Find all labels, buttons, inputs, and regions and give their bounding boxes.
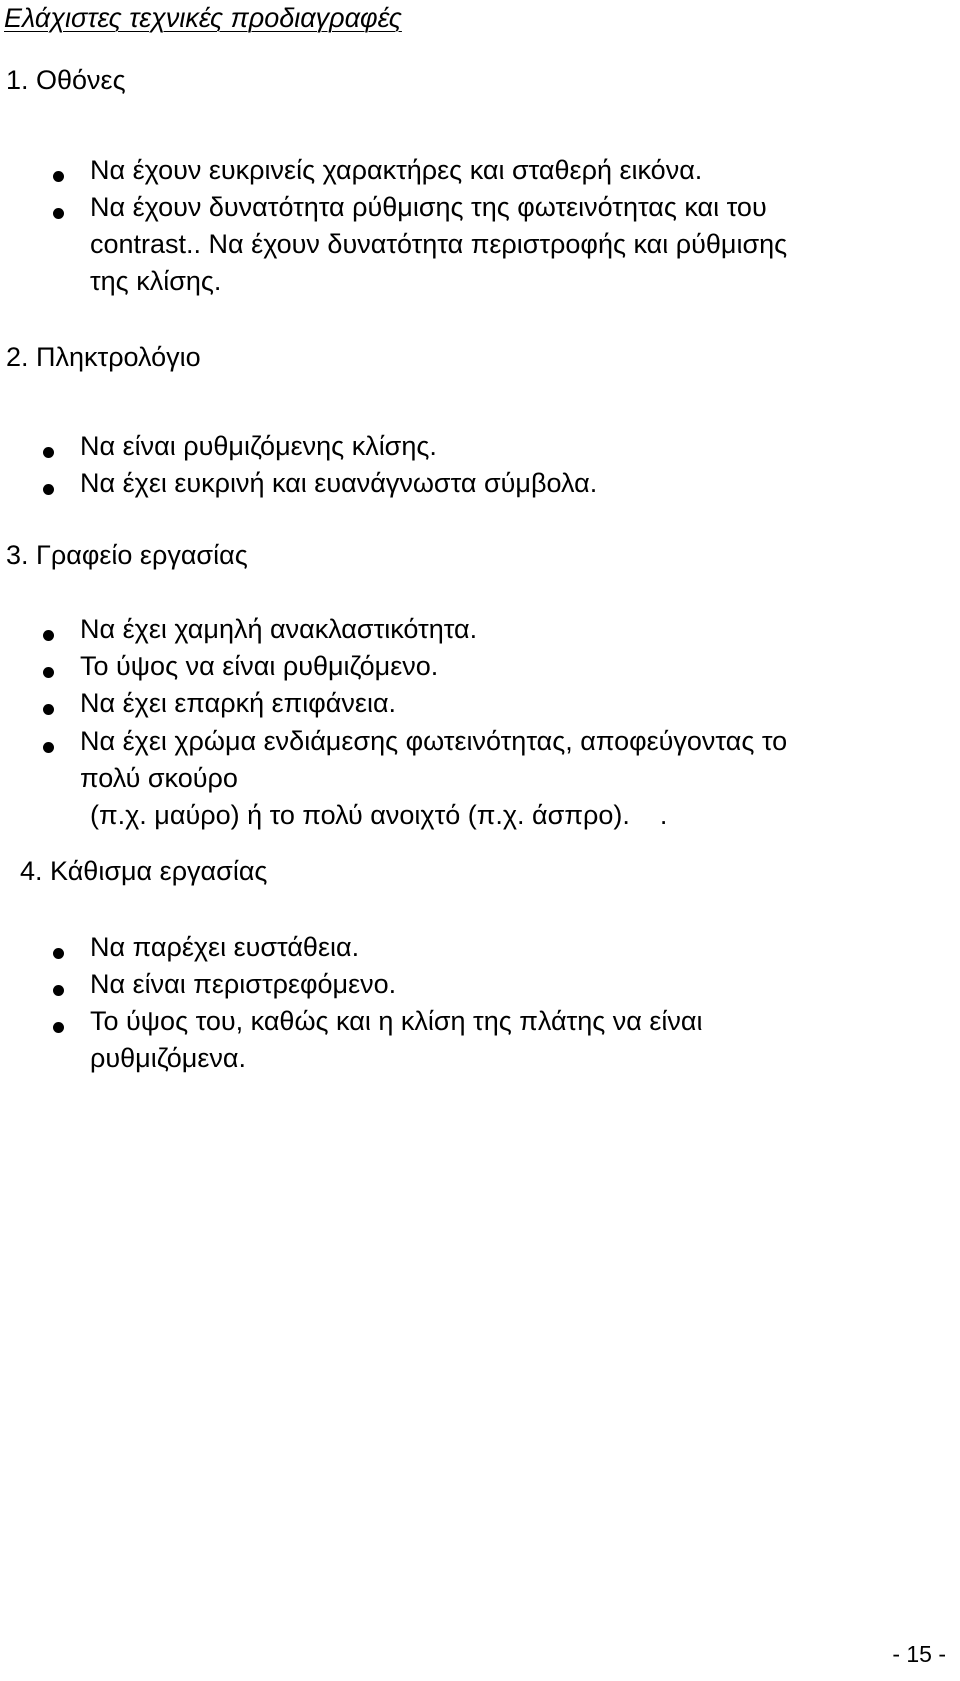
bullet-icon — [43, 704, 54, 715]
section-heading-monitors: 1. Οθόνες — [6, 65, 126, 95]
bullet-icon — [53, 1022, 64, 1033]
list-item: Να έχουν δυνατότητα ρύθμισης της φωτεινότητας και του — [90, 192, 767, 222]
list-item: Να έχει χρώμα ενδιάμεσης φωτεινότητας, αποφεύγοντας το — [80, 726, 788, 756]
bullet-icon — [43, 484, 54, 495]
list-item-continuation: της κλίσης. — [90, 266, 222, 296]
list-item-continuation: contrast.. Να έχουν δυνατότητα περιστροφής και ρύθμισης — [90, 229, 788, 259]
page-title: Ελάχιστες τεχνικές προδιαγραφές — [4, 3, 402, 33]
bullet-icon — [53, 948, 64, 959]
bullet-icon — [43, 742, 54, 753]
section-heading-chair: 4. Κάθισμα εργασίας — [20, 856, 268, 886]
bullet-icon — [43, 667, 54, 678]
bullet-icon — [43, 447, 54, 458]
bullet-icon — [53, 208, 64, 219]
list-item: Να παρέχει ευστάθεια. — [90, 932, 360, 962]
bullet-icon — [43, 630, 54, 641]
list-item: Το ύψος του, καθώς και η κλίση της πλάτης να είναι — [90, 1006, 703, 1036]
list-item: Να είναι περιστρεφόμενο. — [90, 969, 397, 999]
list-item: Να έχει ευκρινή και ευανάγνωστα σύμβολα. — [80, 468, 598, 498]
section-heading-keyboard: 2. Πληκτρολόγιο — [6, 342, 201, 372]
list-item: Να έχει χαμηλή ανακλαστικότητα. — [80, 614, 478, 644]
list-item: Να έχει επαρκή επιφάνεια. — [80, 688, 397, 718]
bullet-icon — [53, 171, 64, 182]
bullet-icon — [53, 985, 64, 996]
list-item: Το ύψος να είναι ρυθμιζόμενο. — [80, 651, 439, 681]
list-item-continuation: (π.χ. μαύρο) ή το πολύ ανοιχτό (π.χ. άσπρο). . — [90, 800, 668, 830]
list-item-continuation: πολύ σκούρο — [80, 763, 238, 793]
list-item-continuation: ρυθμιζόμενα. — [90, 1043, 247, 1073]
section-heading-desk: 3. Γραφείο εργασίας — [6, 540, 248, 570]
list-item: Να είναι ρυθμιζόμενης κλίσης. — [80, 431, 437, 461]
list-item: Να έχουν ευκρινείς χαρακτήρες και σταθερή εικόνα. — [90, 155, 703, 185]
page-number: - 15 - — [892, 1641, 946, 1667]
